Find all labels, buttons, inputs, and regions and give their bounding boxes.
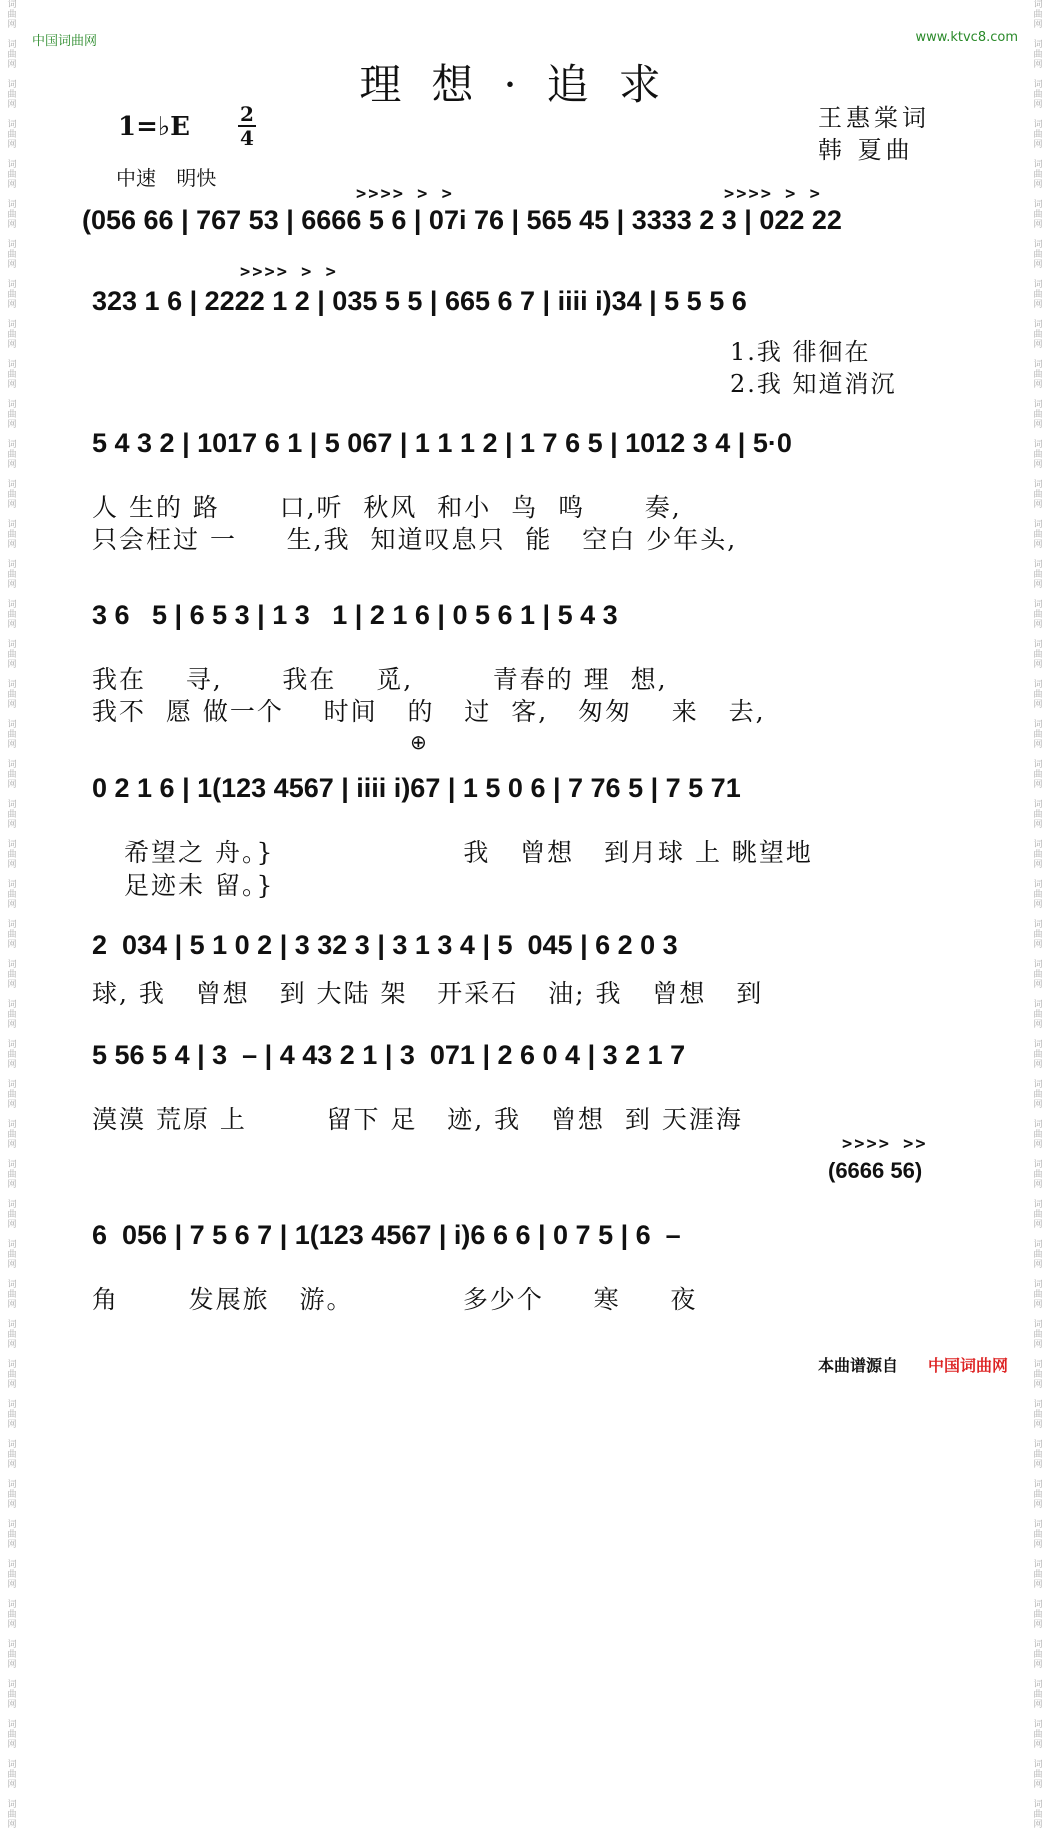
lyric-line-5b: 足迹未 留。} (124, 871, 275, 900)
credits (818, 102, 930, 166)
footer-site-link[interactable]: 中国词曲网 (928, 1356, 1009, 1375)
accent-marks-1: >>>> > > (356, 184, 454, 204)
tempo-marking: 中速 明快 (116, 166, 217, 190)
notation-row-5: 0 2 1 6 | 1(123 4567 | iiii i)67 | 1 5 0 6 | 7 76 5 | 7 5 71 (92, 773, 741, 803)
lyric-line-4b: 我不 愿 做一个 时间 的 过 客, 匆匆 来 去, (92, 697, 766, 726)
lyricist: 王惠棠词 (818, 104, 930, 132)
time-signature (238, 104, 256, 148)
accent-marks-3: >>>> > > (240, 262, 338, 282)
side-watermark-right: 词 曲 网 词 曲 网 词 曲 网 词 曲 网 词 曲 网 词 曲 网 词 曲 网 词 曲 网 词 曲 网 词 曲 网 词 曲 网 词 曲 网 词 曲 网 词 曲 网 词 曲 网 词 曲 网 词 曲 网 词 曲 网 词 曲 网 词 曲 网 词 曲 网 词 曲 网 词 曲 网 词 曲 网 词 曲 网 词 曲 网 词 曲 网 词 曲 网 词 曲 网 词 曲 网 词 曲 网 词 曲 网 词 曲 网 词 曲 网 词 曲 网 词 曲 网 词 曲 网 词 曲 网 词 曲 网 词 曲 网 词 曲 网 词 曲 网 词 曲 网 词 曲 网 词 曲 网 词 曲 网 (1033, 0, 1043, 1830)
footer-source-label: 本曲谱源自 (818, 1356, 899, 1375)
lyric-line-6: 球, 我 曾想 到 大陆 架 开采石 油; 我 曾想 到 (92, 979, 764, 1008)
time-top: 2 (240, 102, 254, 126)
side-watermark-left: 词 曲 网 词 曲 网 词 曲 网 词 曲 网 词 曲 网 词 曲 网 词 曲 网 词 曲 网 词 曲 网 词 曲 网 词 曲 网 词 曲 网 词 曲 网 词 曲 网 词 曲 网 词 曲 网 词 曲 网 词 曲 网 词 曲 网 词 曲 网 词 曲 网 词 曲 网 词 曲 网 词 曲 网 词 曲 网 词 曲 网 词 曲 网 词 曲 网 词 曲 网 词 曲 网 词 曲 网 词 曲 网 词 曲 网 词 曲 网 词 曲 网 词 曲 网 词 曲 网 词 曲 网 词 曲 网 词 曲 网 词 曲 网 词 曲 网 词 曲 网 词 曲 网 词 曲 网 词 曲 网 (7, 0, 17, 1830)
site-name-left[interactable]: 中国词曲网 (32, 34, 98, 49)
pickup-bar: (6666 56) (828, 1158, 923, 1183)
coda-icon: ⊕ (410, 730, 427, 754)
accent-marks-4: >>>> >> (842, 1134, 928, 1154)
site-url-right[interactable]: www.ktvc8.com (915, 30, 1018, 45)
notation-row-4: 3 6 5 | 6 5 3 | 1 3 1 | 2 1 6 | 0 5 6 1 | 5 4 3 (92, 600, 618, 630)
lyric-line-3b: 只会枉过 一 生,我 知道叹息只 能 空白 少年头, (92, 525, 738, 554)
verse-lyric-1-intro: 1.我 徘徊在 (730, 338, 871, 366)
notation-row-2: 323 1 6 | 2222 1 2 | 035 5 5 | 665 6 7 | iiii i)34 | 5 5 5 6 (92, 286, 747, 316)
notation-row-7: 5 56 5 4 | 3 – | 4 43 2 1 | 3 071 | 2 6 0 4 | 3 2 1 7 (92, 1040, 686, 1070)
key-signature: 1=♭E (118, 112, 190, 142)
verse-lyric-2-intro: 2.我 知道消沉 (730, 370, 897, 398)
notation-row-1: (056 66 | 767 53 | 6666 5 6 | 07i 76 | 565 45 | 3333 2 3 | 022 22 (82, 205, 842, 235)
notation-row-6: 2 034 | 5 1 0 2 | 3 32 3 | 3 1 3 4 | 5 045 | 6 2 0 3 (92, 930, 678, 960)
lyric-line-3a: 人 生的 路 口,听 秋风 和小 鸟 鸣 奏, (92, 493, 682, 522)
notation-row-3: 5 4 3 2 | 1017 6 1 | 5 067 | 1 1 1 2 | 1 7 6 5 | 1012 3 4 | 5·0 (92, 428, 792, 458)
lyric-line-8: 角 发展旅 游。 多少个 寒 夜 (92, 1285, 698, 1314)
song-title: 理想·追求 (359, 60, 691, 109)
lyric-line-7: 漠漠 荒原 上 留下 足 迹, 我 曾想 到 天涯海 (92, 1105, 743, 1134)
lyric-line-5a: 希望之 舟。} 我 曾想 到月球 上 眺望地 (124, 838, 813, 867)
notation-row-8: 6 056 | 7 5 6 7 | 1(123 4567 | i)6 6 6 | 0 7 5 | 6 – (92, 1220, 681, 1250)
accent-marks-2: >>>> > > (724, 184, 822, 204)
composer: 韩 夏曲 (818, 136, 914, 164)
time-bottom: 4 (240, 126, 254, 150)
lyric-line-4a: 我在 寻, 我在 觅, 青春的 理 想, (92, 665, 668, 694)
